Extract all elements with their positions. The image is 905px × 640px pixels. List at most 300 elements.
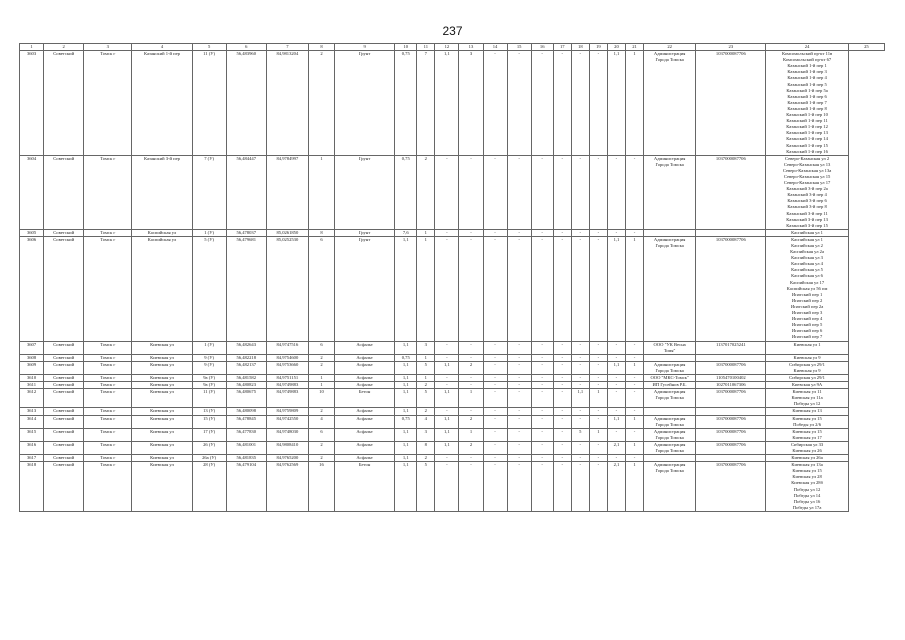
- cell-c12: 4: [417, 415, 435, 428]
- cell-addresses: [766, 374, 848, 381]
- cell-lon: 84,9759809: [266, 408, 308, 415]
- address-line: Казанский 1-й пер 3: [787, 69, 827, 75]
- cell-c19: -: [571, 155, 589, 229]
- address-line: Киевская ул 1: [793, 341, 821, 347]
- cell-c18: -: [553, 455, 571, 462]
- cell-district: Советский: [44, 455, 84, 462]
- address-line: Казанский 1-й пер 15: [786, 142, 828, 148]
- column-number: 14: [483, 44, 507, 51]
- cell-c18: -: [553, 354, 571, 361]
- column-number: 20: [607, 44, 625, 51]
- cell-district: Советский: [44, 441, 84, 454]
- cell-c15: -: [483, 354, 507, 361]
- cell-c21: -: [607, 229, 625, 236]
- cell-c13: -: [435, 229, 459, 236]
- cell-c12: 3: [417, 341, 435, 354]
- cell-addresses: [766, 455, 848, 462]
- cell-c14: -: [459, 382, 483, 389]
- cell-surface: Асфальт: [335, 441, 395, 454]
- cell-c14: -: [459, 455, 483, 462]
- cell-c20: -: [589, 229, 607, 236]
- table-row: [20, 428, 885, 441]
- cell-lanes: 4: [308, 415, 334, 428]
- cell-addresses: [766, 382, 848, 389]
- cell-addresses: [766, 229, 848, 236]
- cell-owner: [644, 382, 696, 389]
- cell-id: 3609: [20, 361, 44, 374]
- address-line: Казанский 1-й пер 12: [786, 124, 828, 130]
- cell-c15: -: [483, 462, 507, 512]
- cell-c19: -: [571, 462, 589, 512]
- cell-lat: 56,479681: [226, 236, 266, 341]
- address-line: Северо-Казанская ул 13: [783, 161, 831, 167]
- cell-owner: [644, 354, 696, 361]
- cell-surface: Грунт: [335, 155, 395, 229]
- cell-c16: -: [507, 236, 531, 341]
- column-number: 19: [589, 44, 607, 51]
- cell-c22: 1: [625, 51, 643, 156]
- cell-addresses: [766, 415, 848, 428]
- cell-lat: 56,478845: [226, 415, 266, 428]
- table-row: [20, 382, 885, 389]
- address-line: Победы ул 16: [793, 498, 821, 504]
- cell-c12: 2: [417, 455, 435, 462]
- cell-c18: -: [553, 382, 571, 389]
- cell-surface: Асфальт: [335, 408, 395, 415]
- column-number-row: [20, 44, 885, 51]
- cell-surface: Грунт: [335, 236, 395, 341]
- cell-owner: [644, 341, 696, 354]
- cell-lanes: 2: [308, 354, 334, 361]
- cell-lon: 84,9751151: [266, 374, 308, 381]
- cell-addresses: [766, 341, 848, 354]
- address-line: Казанский 1-й пер 5: [787, 81, 827, 87]
- table-row: [20, 341, 885, 354]
- cell-lat: 56,481582: [226, 374, 266, 381]
- cell-inn: 1037000087706: [696, 51, 766, 156]
- cell-c17: -: [531, 155, 553, 229]
- cell-id: 3615: [20, 428, 44, 441]
- owner-line: Томя": [663, 347, 676, 353]
- cell-lat: 56,478037: [226, 229, 266, 236]
- column-number: 17: [553, 44, 571, 51]
- cell-c15: -: [483, 428, 507, 441]
- cell-owner: [644, 51, 696, 156]
- cell-c22: 1: [625, 361, 643, 374]
- cell-street: Киевская ул: [132, 415, 192, 428]
- cell-c22: -: [625, 428, 643, 441]
- cell-c17: -: [531, 354, 553, 361]
- cell-c12: 5: [417, 462, 435, 512]
- cell-owner: [644, 389, 696, 408]
- cell-surface: Бетон: [335, 462, 395, 512]
- cell-owner: [644, 361, 696, 374]
- address-line: Киевская ул 13а: [791, 462, 823, 468]
- cell-width: 0,75: [395, 354, 417, 361]
- cell-c22: -: [625, 341, 643, 354]
- cell-district: Советский: [44, 408, 84, 415]
- cell-num: 5 (У): [192, 236, 226, 341]
- address-line: Ипатский пер 7: [791, 334, 823, 340]
- address-line: Сибирская ул 29/1: [789, 374, 825, 380]
- cell-c22: -: [625, 229, 643, 236]
- cell-c14: 2: [459, 361, 483, 374]
- cell-c18: -: [553, 51, 571, 156]
- column-number: 23: [696, 44, 766, 51]
- cell-id: 3603: [20, 51, 44, 156]
- address-line: Киевская ул 28б: [791, 480, 823, 486]
- cell-num: 9а (У): [192, 374, 226, 381]
- cell-width: 1,1: [395, 455, 417, 462]
- cell-c16: -: [507, 382, 531, 389]
- cell-width: 1,1: [395, 462, 417, 512]
- cell-c19: 5: [571, 428, 589, 441]
- cell-c22: 1: [625, 415, 643, 428]
- cell-c17: -: [531, 236, 553, 341]
- cell-num: 11 (У): [192, 389, 226, 408]
- cell-c17: -: [531, 51, 553, 156]
- cell-c20: 1: [589, 389, 607, 408]
- cell-addresses: [766, 354, 848, 361]
- cell-street: Киевская ул: [132, 408, 192, 415]
- cell-width: 7,6: [395, 229, 417, 236]
- cell-c22: 1: [625, 441, 643, 454]
- cell-c16: -: [507, 441, 531, 454]
- address-line: Северо-Казанская ул 13а: [782, 167, 832, 173]
- cell-c18: -: [553, 229, 571, 236]
- cell-lat: 56,482218: [226, 354, 266, 361]
- address-line: Киевская ул 11а: [791, 395, 823, 401]
- cell-c13: -: [435, 455, 459, 462]
- cell-lat: 56,477830: [226, 428, 266, 441]
- cell-c20: -: [589, 382, 607, 389]
- cell-id: 3604: [20, 155, 44, 229]
- address-line: Казанский 1-й пер 8: [787, 105, 827, 111]
- cell-inn: [696, 408, 766, 415]
- cell-id: 3611: [20, 382, 44, 389]
- cell-lon: 84,9749883: [266, 389, 308, 408]
- cell-lanes: 6: [308, 341, 334, 354]
- cell-c12: 7: [417, 51, 435, 156]
- cell-lon: 84,9762569: [266, 462, 308, 512]
- cell-addresses: [766, 462, 848, 512]
- cell-c17: -: [531, 229, 553, 236]
- table-row: [20, 415, 885, 428]
- cell-c12: 1: [417, 229, 435, 236]
- table-row: [20, 374, 885, 381]
- cell-city: Томск г: [84, 361, 132, 374]
- cell-city: Томск г: [84, 354, 132, 361]
- cell-c17: -: [531, 428, 553, 441]
- cell-c16: -: [507, 415, 531, 428]
- address-line: Казанский 3-й пер 8: [787, 204, 827, 210]
- owner-line: Администрация: [653, 441, 686, 447]
- cell-inn: 1037000087706: [696, 361, 766, 374]
- column-number: 7: [266, 44, 308, 51]
- owner-line: Города Томска: [655, 243, 684, 248]
- cell-c21: -: [607, 155, 625, 229]
- cell-c14: 2: [459, 415, 483, 428]
- address-line: Киевская ул 15: [792, 468, 822, 474]
- cell-city: Томск г: [84, 415, 132, 428]
- cell-c13: -: [435, 354, 459, 361]
- cell-c16: -: [507, 374, 531, 381]
- address-line: Киевская ул 26: [792, 448, 822, 453]
- cell-c20: -: [589, 341, 607, 354]
- cell-c21: 1,1: [607, 415, 625, 428]
- cell-district: Советский: [44, 382, 84, 389]
- cell-inn: 1037000087706: [696, 236, 766, 341]
- cell-num: 9а (У): [192, 382, 226, 389]
- address-line: Киевская ул 17: [792, 434, 822, 440]
- cell-lon: 84,9754600: [266, 354, 308, 361]
- cell-street: Каспийская ул: [132, 236, 192, 341]
- cell-c17: -: [531, 382, 553, 389]
- cell-c17: -: [531, 374, 553, 381]
- cell-num: 17 (У): [192, 428, 226, 441]
- cell-id: 3618: [20, 462, 44, 512]
- cell-inn: 1037000087706: [696, 415, 766, 428]
- owner-line: ООО "УК Весна: [653, 341, 686, 347]
- cell-num: 7 (У): [192, 155, 226, 229]
- cell-owner: [644, 441, 696, 454]
- cell-c12: 3: [417, 428, 435, 441]
- column-number: 22: [644, 44, 696, 51]
- cell-lat: 56,480675: [226, 389, 266, 408]
- cell-c20: -: [589, 415, 607, 428]
- cell-c21: -: [607, 374, 625, 381]
- address-line: Ипатский пер 6: [791, 328, 823, 334]
- cell-lon: 84,9748030: [266, 428, 308, 441]
- cell-c13: 1,1: [435, 428, 459, 441]
- cell-lon: 84,9742550: [266, 415, 308, 428]
- cell-c15: -: [483, 382, 507, 389]
- column-number: 24: [766, 44, 848, 51]
- cell-owner: [644, 408, 696, 415]
- cell-c22: -: [625, 155, 643, 229]
- cell-width: 1,1: [395, 361, 417, 374]
- owner-line: Администрация: [653, 428, 686, 434]
- column-number: 25: [848, 44, 884, 51]
- cell-c14: 3: [459, 51, 483, 156]
- column-number: 9: [335, 44, 395, 51]
- cell-surface: Асфальт: [335, 455, 395, 462]
- address-line: Киевская ул 28: [792, 474, 822, 480]
- cell-c13: -: [435, 374, 459, 381]
- cell-c21: -: [607, 428, 625, 441]
- cell-width: 1,1: [395, 374, 417, 381]
- cell-district: Советский: [44, 428, 84, 441]
- cell-c20: -: [589, 455, 607, 462]
- cell-district: Советский: [44, 415, 84, 428]
- cell-num: 1 (У): [192, 229, 226, 236]
- cell-c14: -: [459, 408, 483, 415]
- address-line: Сибирская ул 33: [790, 441, 824, 447]
- cell-num: 26а (У): [192, 455, 226, 462]
- cell-addresses: [766, 51, 848, 156]
- cell-lanes: 6: [308, 236, 334, 341]
- cell-c21: 2,1: [607, 462, 625, 512]
- cell-id: 3617: [20, 455, 44, 462]
- address-line: Каспийская ул 6: [791, 273, 823, 279]
- cell-c12: 1: [417, 374, 435, 381]
- address-line: Ипатский пер 2а: [790, 303, 824, 309]
- cell-lon: 84,9749883: [266, 382, 308, 389]
- cell-id: 3616: [20, 441, 44, 454]
- cell-street: Киевская ул: [132, 428, 192, 441]
- cell-c16: -: [507, 361, 531, 374]
- cell-width: 1,1: [395, 341, 417, 354]
- cell-id: 3613: [20, 408, 44, 415]
- cell-inn: 1027011067306: [696, 382, 766, 389]
- cell-owner: [644, 374, 696, 381]
- cell-c14: -: [459, 462, 483, 512]
- column-number: 21: [625, 44, 643, 51]
- cell-c16: -: [507, 51, 531, 156]
- table-row: [20, 361, 885, 374]
- cell-city: Томск г: [84, 374, 132, 381]
- cell-c22: -: [625, 382, 643, 389]
- cell-city: Томск г: [84, 229, 132, 236]
- cell-c13: 1,1: [435, 389, 459, 408]
- cell-lat: 56,481001: [226, 441, 266, 454]
- cell-inn: [696, 455, 766, 462]
- cell-c12: 8: [417, 441, 435, 454]
- column-number: 15: [507, 44, 531, 51]
- cell-addresses: [766, 408, 848, 415]
- cell-lon: 85,0252530: [266, 236, 308, 341]
- address-line: Победы ул 12: [793, 401, 821, 407]
- cell-c19: -: [571, 455, 589, 462]
- cell-inn: [696, 229, 766, 236]
- cell-addresses: [766, 361, 848, 374]
- cell-c16: -: [507, 341, 531, 354]
- owner-line: Города Томска: [655, 395, 684, 401]
- cell-lat: 56,484447: [226, 155, 266, 229]
- column-number: 6: [226, 44, 266, 51]
- cell-c18: -: [553, 236, 571, 341]
- column-number: 8: [308, 44, 334, 51]
- cell-city: Томск г: [84, 341, 132, 354]
- cell-num: 9 (У): [192, 354, 226, 361]
- cell-c19: 1,1: [571, 389, 589, 408]
- cell-c16: -: [507, 389, 531, 408]
- address-line: Ипатский пер 1: [791, 291, 823, 297]
- owner-line: Администрация: [653, 361, 686, 367]
- cell-lon: 84,9784997: [266, 155, 308, 229]
- cell-c20: -: [589, 408, 607, 415]
- cell-lon: 84,9753660: [266, 361, 308, 374]
- address-line: Киевская ул 26а: [791, 455, 823, 461]
- address-line: Каспийская ул 1: [791, 236, 823, 242]
- cell-c20: -: [589, 361, 607, 374]
- cell-c17: -: [531, 341, 553, 354]
- address-line: Казанский 1-й пер 6: [787, 93, 827, 99]
- column-number: 4: [132, 44, 192, 51]
- cell-surface: Асфальт: [335, 354, 395, 361]
- cell-c19: -: [571, 408, 589, 415]
- cell-c13: -: [435, 408, 459, 415]
- address-line: Киевская ул 15: [792, 428, 822, 434]
- cell-c15: -: [483, 51, 507, 156]
- address-line: Киевская ул 11: [792, 389, 822, 395]
- cell-c19: -: [571, 341, 589, 354]
- address-line: Казанский 1-й пер 7: [787, 99, 827, 105]
- cell-c13: -: [435, 341, 459, 354]
- cell-lat: 56,480098: [226, 408, 266, 415]
- cell-width: 1,1: [395, 236, 417, 341]
- cell-c15: -: [483, 361, 507, 374]
- table-row: [20, 389, 885, 408]
- cell-c22: -: [625, 354, 643, 361]
- cell-c21: -: [607, 408, 625, 415]
- cell-width: 1,1: [395, 441, 417, 454]
- cell-c12: 1: [417, 354, 435, 361]
- address-line: Казанский 3-й пер 4: [787, 192, 827, 198]
- cell-owner: [644, 455, 696, 462]
- cell-c21: 2,1: [607, 441, 625, 454]
- cell-lon: 84,9747516: [266, 341, 308, 354]
- cell-num: 13 (У): [192, 408, 226, 415]
- column-number: 12: [435, 44, 459, 51]
- cell-width: 1,1: [395, 382, 417, 389]
- cell-c13: 1,1: [435, 441, 459, 454]
- address-line: Победы ул 12: [793, 486, 821, 492]
- cell-c21: -: [607, 389, 625, 408]
- address-line: Казанский 1-й пер 13: [786, 130, 828, 136]
- cell-c22: 1: [625, 236, 643, 341]
- cell-c22: -: [625, 408, 643, 415]
- cell-city: Томск г: [84, 51, 132, 156]
- cell-c20: -: [589, 462, 607, 512]
- cell-addresses: [766, 389, 848, 408]
- cell-c19: -: [571, 51, 589, 156]
- cell-street: Киевская ул: [132, 361, 192, 374]
- cell-c13: 1,1: [435, 51, 459, 156]
- address-line: Каспийская ул 17: [790, 279, 825, 285]
- address-line: Казанский 3-й пер 6: [787, 198, 827, 204]
- table-body: [20, 51, 885, 512]
- table-row: [20, 51, 885, 156]
- cell-inn: [696, 354, 766, 361]
- cell-city: Томск г: [84, 462, 132, 512]
- cell-owner: [644, 236, 696, 341]
- address-line: Казанский 3-й пер 15: [786, 222, 828, 228]
- cell-c18: -: [553, 441, 571, 454]
- owner-line: Администрация: [653, 155, 686, 161]
- cell-c14: -: [459, 341, 483, 354]
- cell-c12: 5: [417, 389, 435, 408]
- cell-inn: 1037000087706: [696, 428, 766, 441]
- cell-lat: 56,482643: [226, 341, 266, 354]
- cell-surface: Грунт: [335, 229, 395, 236]
- owner-line: ИП Гусейнов Р.Б.: [652, 382, 687, 388]
- cell-inn: 1137017025241: [696, 341, 766, 354]
- cell-num: 9 (У): [192, 361, 226, 374]
- cell-c18: -: [553, 462, 571, 512]
- cell-lon: 85,0261850: [266, 229, 308, 236]
- owner-line: Города Томска: [655, 161, 684, 167]
- cell-c13: -: [435, 382, 459, 389]
- address-line: Казанский 1-й пер 10: [786, 112, 828, 118]
- column-number: 16: [531, 44, 553, 51]
- cell-lon: 84,9765200: [266, 455, 308, 462]
- cell-id: 3614: [20, 415, 44, 428]
- cell-c15: -: [483, 236, 507, 341]
- cell-c20: -: [589, 441, 607, 454]
- cell-city: Томск г: [84, 155, 132, 229]
- cell-c14: -: [459, 374, 483, 381]
